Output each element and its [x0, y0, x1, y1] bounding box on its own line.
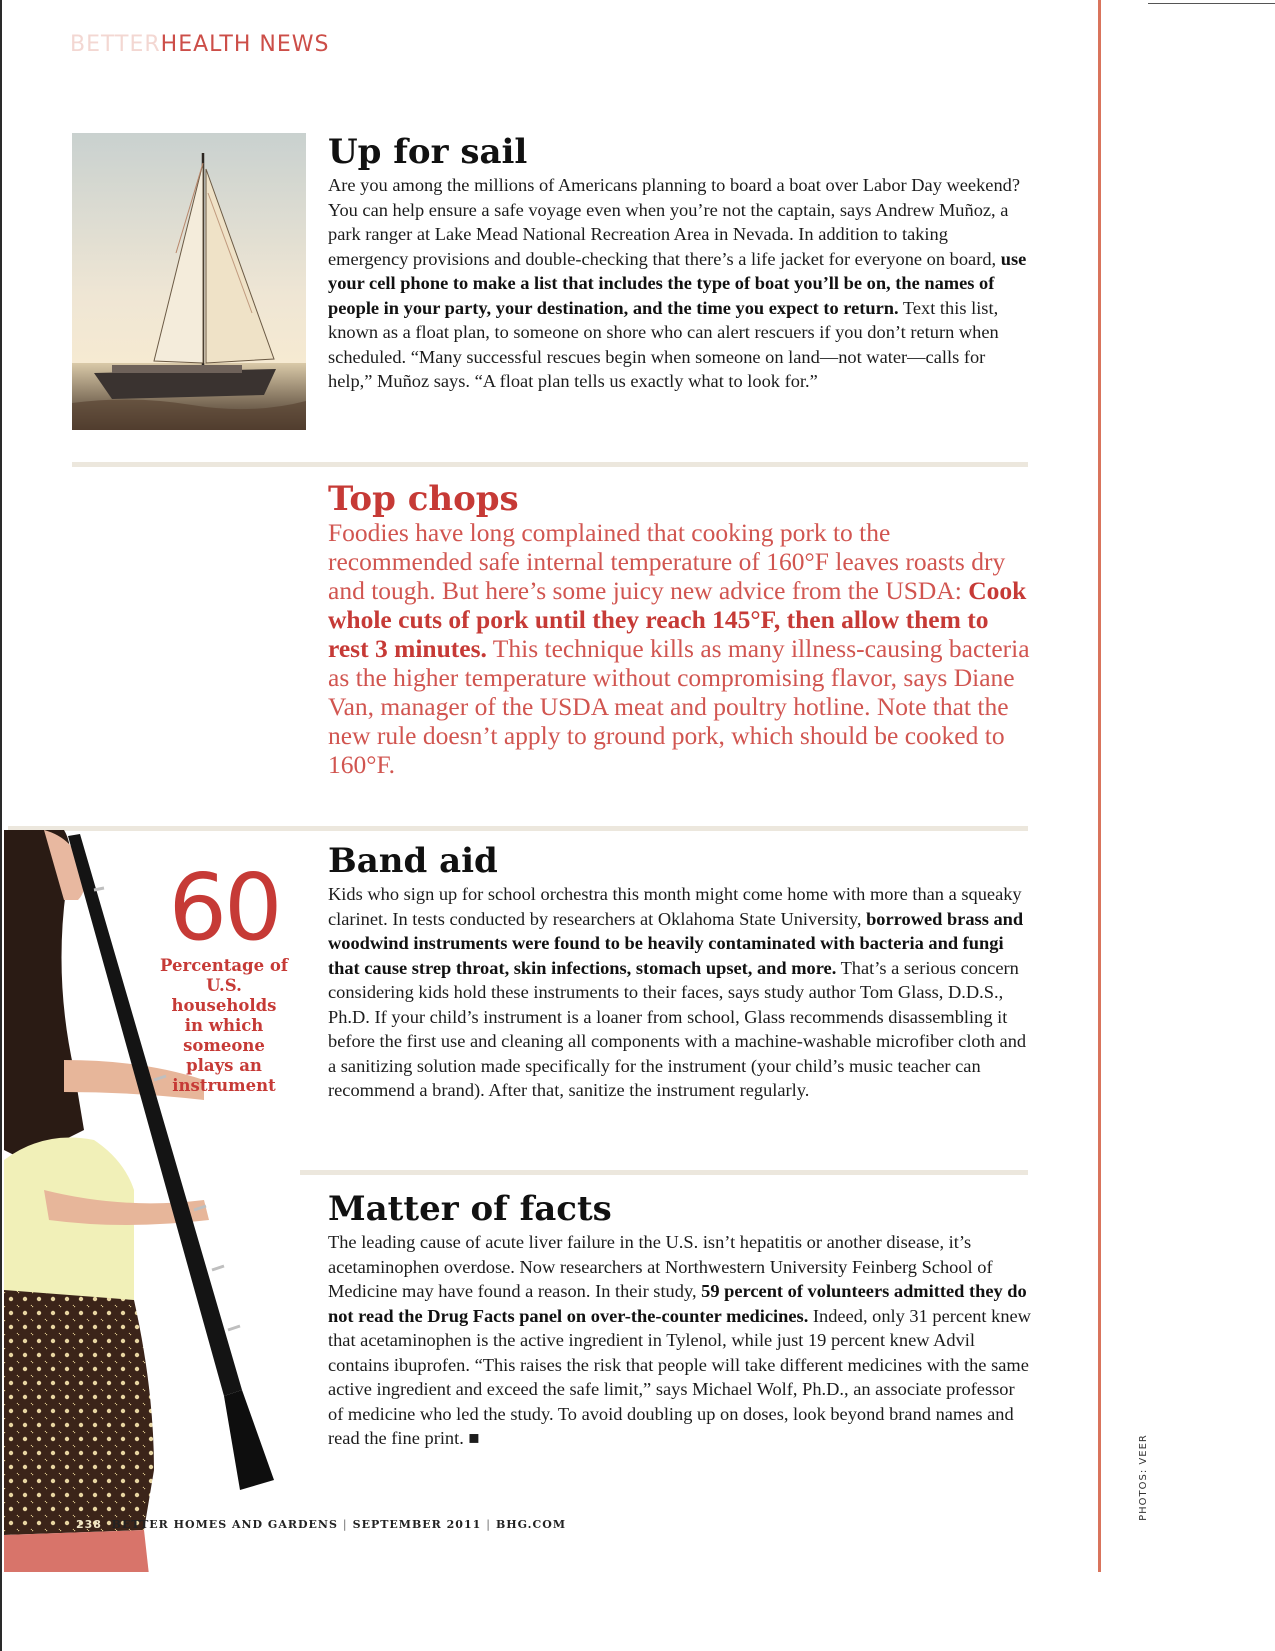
body-text: Text this list, known as a float plan, to someone on shore who can alert rescuers if you don’t return when scheduled. “Many successful rescues begin when someone on land—not water—calls for help,” Muñoz says. “A float plan tells us exactly what to look for.” — [328, 297, 999, 391]
magazine-name: BETTER HOMES AND GARDENS — [111, 1518, 338, 1531]
article-up-for-sail — [328, 133, 1032, 394]
photo-credit-text: PHOTOS: VEER — [1137, 1434, 1149, 1521]
scan-edge — [0, 0, 2, 1651]
section-divider — [72, 462, 1028, 467]
website-link[interactable]: BHG.COM — [495, 1518, 567, 1531]
right-margin-rule — [1098, 0, 1101, 1572]
page-number: 238 — [76, 1518, 102, 1531]
footer-separator: | — [486, 1518, 491, 1531]
article-top-chops — [328, 480, 1032, 779]
article-body — [328, 882, 1032, 1103]
article-title: Matter of facts — [328, 1189, 612, 1229]
article-body — [328, 173, 1032, 394]
body-highlight: 59 percent of volunteers admitted they do not read the Drug Facts panel on over-the-counter medicines. — [328, 1281, 1027, 1326]
article-body — [328, 1230, 1032, 1451]
body-text: Foodies have long complained that cooking pork to the recommended safe internal temperature of 160°F leaves roasts dry and tough. But here’s some juicy new advice from the USDA: — [328, 518, 1006, 605]
stat-number: 60 — [168, 854, 280, 961]
stat-callout — [160, 854, 288, 1096]
article-body — [328, 518, 1032, 779]
body-text: The leading cause of acute liver failure in the U.S. isn’t hepatitis or another disease, it’s acetaminophen overdose. Now researchers at Northwestern University Feinberg School of Medicine may have found a reason. In their study, — [328, 1232, 993, 1301]
body-text: Are you among the millions of Americans planning to board a boat over Labor Day weekend? You can help ensure a safe voyage even when you’re not the captain, says Andrew Muñoz, a park ranger at Lake Mead National Recreation Area in Nevada. In addition to taking emergency provisions and double-checking that there’s a life jacket for everyone on board, — [328, 175, 1021, 269]
top-corner-rule — [1148, 3, 1275, 4]
article-band-aid — [328, 842, 1032, 1103]
section-label-health: HEALTH NEWS — [160, 32, 330, 57]
stat-caption: Percentage of U.S. households in which someone plays an instrument — [160, 956, 288, 1095]
body-highlight: borrowed brass and woodwind instruments were found to be heavily contaminated with bacteria and fungi that cause strep throat, skin infections, stomach upset, and more. — [328, 908, 1024, 978]
section-label-better: BETTER — [70, 32, 161, 57]
page-footer — [76, 1518, 566, 1531]
footer-separator: | — [342, 1518, 348, 1531]
photo-credit — [1130, 1434, 1149, 1521]
body-highlight: Cook whole cuts of pork until they reach 145°F, then allow them to rest 3 minutes. — [328, 576, 1027, 663]
body-text: Indeed, only 31 percent knew that acetaminophen is the active ingredient in Tylenol, while just 19 percent knew Advil contains ibuprofen. “This raises the risk that people will take different medicines with the same active ingredient and exceed the safe limit,” says Michael Wolf, Ph.D., an associate professor of medicine who led the study. To avoid doubling up on doses, look beyond brand names and read the fine print. ■ — [328, 1305, 1031, 1448]
body-text: This technique kills as many illness-causing bacteria as the higher temperature without compromising flavor, says Diane Van, manager of the USDA meat and poultry hotline. Note that the new rule doesn’t apply to ground pork, which should be cooked to 160°F. — [328, 634, 1030, 779]
body-text: That’s a serious concern considering kids hold these instruments to their faces, says study author Tom Glass, D.D.S., Ph.D. If your child’s instrument is a loaner from school, Glass recommends disassembling it before the first use and cleaning all components with a machine-washable microfiber cloth and a sanitizing solution made specifically for the instrument (your child’s music teacher can recommend a brand). After that, sanitize the instrument regularly. — [328, 957, 1027, 1100]
issue-date: SEPTEMBER 2011 — [352, 1518, 482, 1531]
article-title: Band aid — [328, 841, 498, 881]
sailboat-photo — [72, 133, 306, 430]
body-highlight: use your cell phone to make a list that includes the type of boat you’ll be on, the names of people in your party, your destination, and the time you expect to return. — [328, 248, 1027, 318]
body-text: Kids who sign up for school orchestra this month might come home with more than a squeaky clarinet. In tests conducted by researchers at Oklahoma State University, — [328, 884, 1022, 929]
section-divider — [300, 1170, 1028, 1175]
article-title: Up for sail — [328, 132, 528, 172]
article-matter-of-facts — [328, 1190, 1032, 1451]
section-label — [70, 32, 329, 57]
article-title: Top chops — [328, 479, 519, 519]
